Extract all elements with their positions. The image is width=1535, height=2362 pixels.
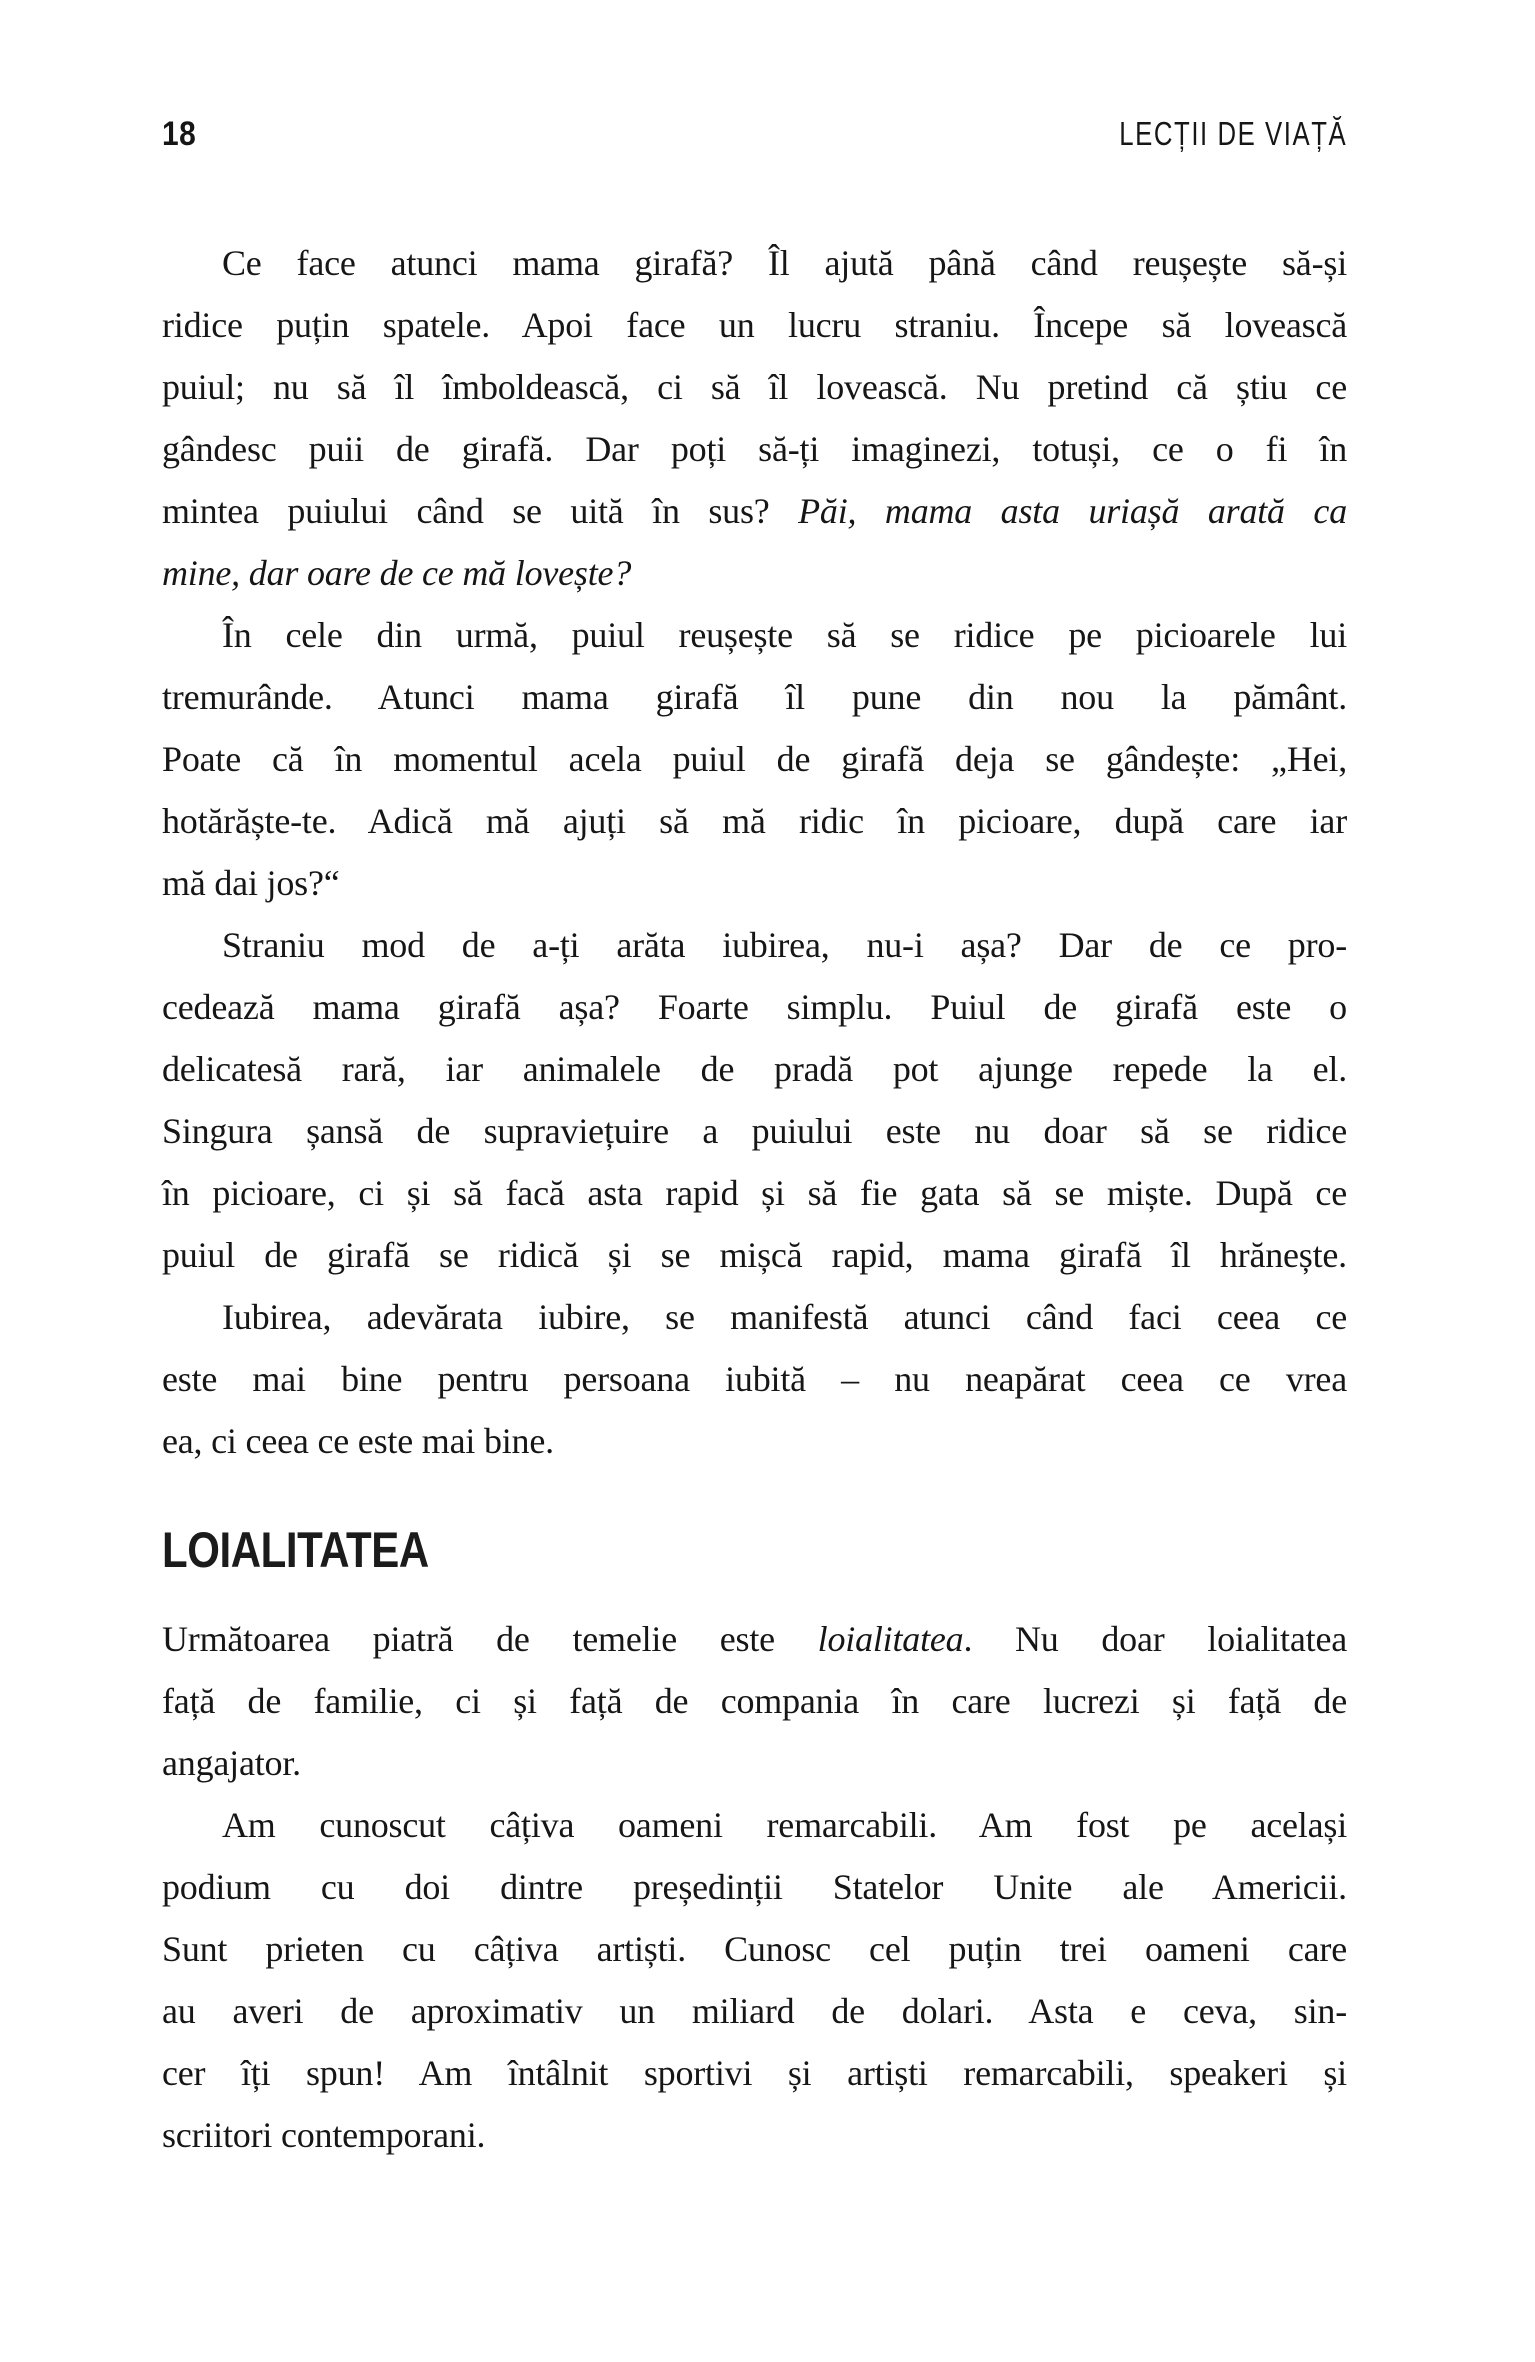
text-line xyxy=(162,2104,1347,2166)
text-line xyxy=(162,232,1347,294)
text-line xyxy=(162,1038,1347,1100)
text-segment: podium cu doi dintre președinții Statelor Unite ale Americii. xyxy=(162,1867,1347,1907)
text-line xyxy=(162,418,1347,480)
text-line xyxy=(162,666,1347,728)
text-segment-italic: mine, dar oare de ce mă lovește? xyxy=(162,553,632,593)
text-line xyxy=(162,1162,1347,1224)
text-line xyxy=(162,1410,1347,1472)
text-segment: gândesc puii de girafă. Dar poți să-ți imaginezi, totuși, ce o fi în xyxy=(162,429,1347,469)
text-line xyxy=(162,2042,1347,2104)
text-segment: Straniu mod de a-ți arăta iubirea, nu-i așa? Dar de ce pro- xyxy=(222,925,1347,965)
text-segment: hotărăște-te. Adică mă ajuți să mă ridic în picioare, după care iar xyxy=(162,801,1347,841)
text-segment: Singura șansă de supraviețuire a puiului este nu doar să se ridice xyxy=(162,1111,1347,1151)
text-segment: este mai bine pentru persoana iubită – nu neapărat ceea ce vrea xyxy=(162,1359,1347,1399)
text-segment: Iubirea, adevărata iubire, se manifestă atunci când faci ceea ce xyxy=(222,1297,1347,1337)
text-line xyxy=(162,914,1347,976)
text-segment: Următoarea piatră de temelie este xyxy=(162,1619,818,1659)
text-line xyxy=(162,294,1347,356)
text-segment: mă dai jos?“ xyxy=(162,863,340,903)
text-segment: scriitori contemporani. xyxy=(162,2115,486,2155)
text-segment: mintea puiului când se uită în sus? xyxy=(162,491,799,531)
text-line xyxy=(162,790,1347,852)
paragraph xyxy=(162,1608,1347,1794)
paragraph xyxy=(162,914,1347,1286)
text-segment: ridice puțin spatele. Apoi face un lucru straniu. Începe să lovească xyxy=(162,305,1347,345)
text-segment: angajator. xyxy=(162,1743,301,1783)
text-line xyxy=(162,1670,1347,1732)
text-line xyxy=(162,1856,1347,1918)
page-header xyxy=(162,116,1347,152)
text-segment-italic: loialitatea xyxy=(817,1619,964,1659)
page-number: 18 xyxy=(162,115,197,153)
text-segment: cer îți spun! Am întâlnit sportivi și artiști remarcabili, speakeri și xyxy=(162,2053,1347,2093)
text-segment: Poate că în momentul acela puiul de girafă deja se gândește: „Hei, xyxy=(162,739,1347,779)
text-segment: delicatesă rară, iar animalele de pradă pot ajunge repede la el. xyxy=(162,1049,1347,1089)
text-segment: Am cunoscut câțiva oameni remarcabili. Am fost pe același xyxy=(222,1805,1347,1845)
text-line xyxy=(162,1348,1347,1410)
text-segment: ea, ci ceea ce este mai bine. xyxy=(162,1421,554,1461)
text-line xyxy=(162,480,1347,542)
text-line xyxy=(162,1980,1347,2042)
text-segment-italic: Păi, mama asta uriașă arată ca xyxy=(798,491,1348,531)
text-segment: au averi de aproximativ un miliard de dolari. Asta e ceva, sin- xyxy=(162,1991,1347,2031)
text-segment: În cele din urmă, puiul reușește să se ridice pe picioarele lui xyxy=(222,615,1347,655)
running-title: LECȚII DE VIAȚĂ xyxy=(1119,115,1347,152)
text-segment: față de familie, ci și față de compania în care lucrezi și față de xyxy=(162,1681,1347,1721)
text-line xyxy=(162,1224,1347,1286)
text-line xyxy=(162,604,1347,666)
text-line xyxy=(162,1732,1347,1794)
text-segment: Sunt prieten cu câțiva artiști. Cunosc cel puțin trei oameni care xyxy=(162,1929,1347,1969)
paragraph xyxy=(162,1794,1347,2166)
paragraph xyxy=(162,604,1347,914)
text-line xyxy=(162,1608,1347,1670)
text-line xyxy=(162,852,1347,914)
text-segment: puiul de girafă se ridică și se mișcă rapid, mama girafă îl hrănește. xyxy=(162,1235,1347,1275)
paragraph xyxy=(162,232,1347,604)
paragraph xyxy=(162,1286,1347,1472)
text-segment: cedează mama girafă așa? Foarte simplu. Puiul de girafă este o xyxy=(162,987,1347,1027)
text-segment: tremurânde. Atunci mama girafă îl pune din nou la pământ. xyxy=(162,677,1347,717)
text-line xyxy=(162,542,1347,604)
text-line xyxy=(162,976,1347,1038)
text-line xyxy=(162,1100,1347,1162)
text-line xyxy=(162,1794,1347,1856)
text-segment: în picioare, ci și să facă asta rapid și să fie gata să se miște. După ce xyxy=(162,1173,1347,1213)
text-line xyxy=(162,728,1347,790)
text-line xyxy=(162,356,1347,418)
text-segment: Ce face atunci mama girafă? Îl ajută până când reușește să-și xyxy=(222,243,1347,283)
page-body xyxy=(162,232,1347,2166)
text-segment: . Nu doar loialitatea xyxy=(963,1619,1347,1659)
text-line xyxy=(162,1286,1347,1348)
text-segment: puiul; nu să îl îmboldească, ci să îl lovească. Nu pretind că știu ce xyxy=(162,367,1347,407)
section-heading: LOIALITATEA xyxy=(162,1522,429,1578)
text-line xyxy=(162,1918,1347,1980)
